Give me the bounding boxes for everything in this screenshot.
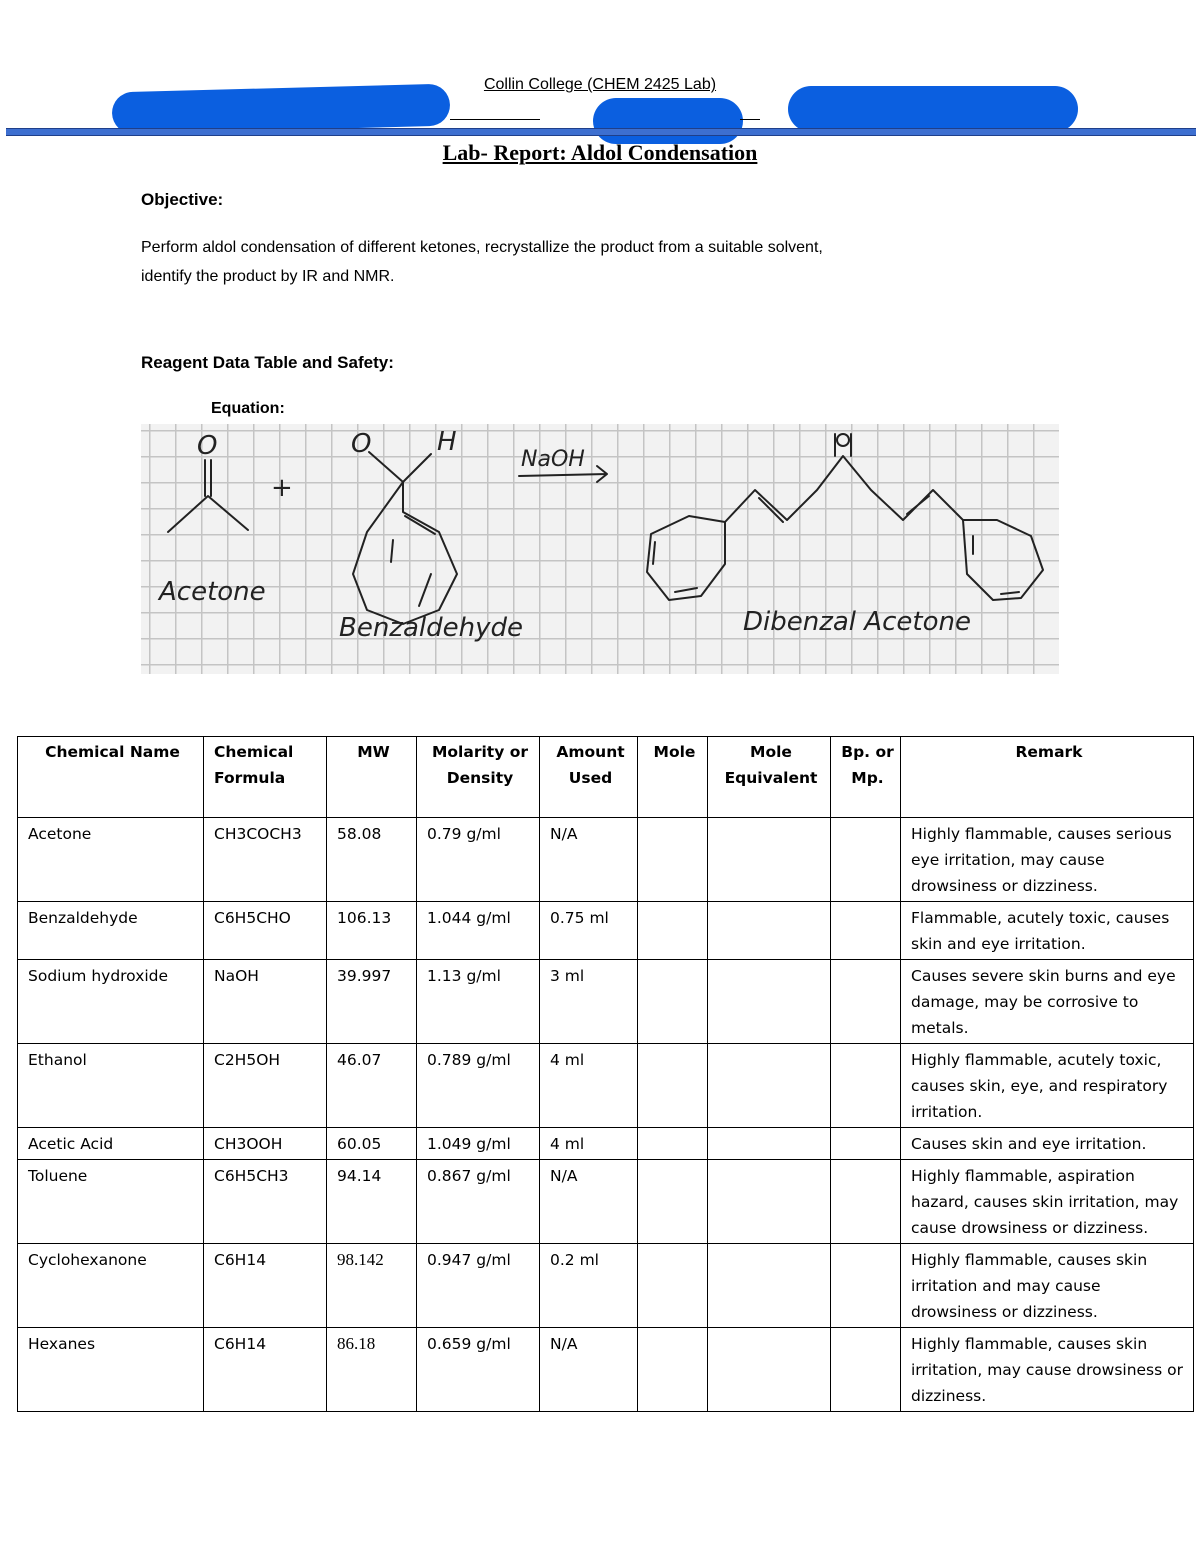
cell-amount: N/A [540,1160,638,1244]
header-remark: Remark [901,737,1194,818]
cell-mole [638,1244,708,1328]
table-row [18,1128,1194,1160]
cell-density: 0.789 g/ml [417,1044,540,1128]
cell-equiv [708,1160,831,1244]
cell-name: Acetic Acid [18,1128,204,1160]
cell-amount: 4 ml [540,1128,638,1160]
cell-amount: N/A [540,1328,638,1412]
cell-mole [638,960,708,1044]
cell-formula: C6H14 [204,1244,327,1328]
cell-remark: Causes severe skin burns and eye damage, may be corrosive to metals. [901,960,1194,1044]
reagent-naoh: NaOH [521,447,585,472]
product-skeleton [725,434,963,522]
header-chemical-formula: Chemical Formula [204,737,327,818]
report-title: Lab- Report: Aldol Condensation [442,140,758,165]
header-molarity-density: Molarity or Density [417,737,540,818]
cell-mw: 86.18 [327,1328,417,1412]
cell-bp [831,960,901,1044]
cell-name: Benzaldehyde [18,902,204,960]
reaction-equation-image [141,424,1059,674]
cell-equiv [708,960,831,1044]
cell-amount: 4 ml [540,1044,638,1128]
cell-density: 1.049 g/ml [417,1128,540,1160]
cell-mole [638,818,708,902]
benzaldehyde-oxygen-label: O [351,429,372,459]
cell-bp [831,818,901,902]
cell-name: Sodium hydroxide [18,960,204,1044]
cell-bp [831,1244,901,1328]
cell-equiv [708,1244,831,1328]
cell-name: Acetone [18,818,204,902]
objective-line-2: identify the product by IR and NMR. [141,268,395,285]
cell-mw: 46.07 [327,1044,417,1128]
cell-name: Hexanes [18,1328,204,1412]
label-acetone: Acetone [159,577,266,607]
table-row [18,960,1194,1044]
cell-amount: 0.2 ml [540,1244,638,1328]
cell-formula: CH3OOH [204,1128,327,1160]
plus-sign: + [271,473,293,503]
cell-formula: C2H5OH [204,1044,327,1128]
table-row [18,1160,1194,1244]
cell-mw: 39.997 [327,960,417,1044]
cell-equiv [708,1128,831,1160]
header-chemical-name: Chemical Name [18,737,204,818]
cell-density: 0.947 g/ml [417,1244,540,1328]
cell-name: Ethanol [18,1044,204,1128]
reaction-diagram [141,424,1059,674]
table-row [18,1044,1194,1128]
cell-remark: Highly flammable, causes serious eye irritation, may cause drowsiness or dizziness. [901,818,1194,902]
cell-equiv [708,1328,831,1412]
table-row [18,902,1194,960]
cell-formula: C6H5CH3 [204,1160,327,1244]
cell-density: 0.79 g/ml [417,818,540,902]
cell-bp [831,1160,901,1244]
cell-mole [638,1044,708,1128]
acetone-oxygen-label: O [197,431,218,461]
cell-mw: 106.13 [327,902,417,960]
redaction-mark-center [593,98,743,144]
cell-remark: Highly flammable, causes skin irritation, may cause drowsiness or dizziness. [901,1328,1194,1412]
reagent-data-table [17,736,1194,1412]
cell-equiv [708,1044,831,1128]
table-row [18,1244,1194,1328]
cell-mole [638,902,708,960]
objective-text [141,233,1141,291]
cell-bp [831,1328,901,1412]
header-mole-equivalent: Mole Equivalent [708,737,831,818]
cell-formula: C6H5CHO [204,902,327,960]
cell-remark: Causes skin and eye irritation. [901,1128,1194,1160]
cell-density: 1.044 g/ml [417,902,540,960]
cell-bp [831,1128,901,1160]
objective-heading: Objective: [141,190,224,209]
header-bp-mp: Bp. or Mp. [831,737,901,818]
cell-remark: Highly flammable, acutely toxic, causes skin, eye, and respiratory irritation. [901,1044,1194,1128]
cell-amount: 0.75 ml [540,902,638,960]
cell-mole [638,1328,708,1412]
cell-name: Cyclohexanone [18,1244,204,1328]
cell-formula: NaOH [204,960,327,1044]
header-amount-used: Amount Used [540,737,638,818]
cell-formula: CH3COCH3 [204,818,327,902]
benzaldehyde-skeleton [353,452,457,624]
date-underline [740,119,760,120]
cell-density: 0.867 g/ml [417,1160,540,1244]
name-underline [450,119,540,120]
label-benzaldehyde: Benzaldehyde [339,613,523,643]
cell-equiv [708,818,831,902]
table-header-row [18,737,1194,818]
table-row [18,1328,1194,1412]
cell-amount: 3 ml [540,960,638,1044]
redaction-mark-right [788,86,1078,132]
cell-mole [638,1160,708,1244]
cell-remark: Highly flammable, causes skin irritation and may cause drowsiness or dizziness. [901,1244,1194,1328]
objective-line-1: Perform aldol condensation of different ketones, recrystallize the product from a suitable solvent, [141,239,823,256]
cell-mw: 98.142 [327,1244,417,1328]
cell-equiv [708,902,831,960]
cell-mw: 58.08 [327,818,417,902]
header-mole: Mole [638,737,708,818]
benzaldehyde-hydrogen-label: H [437,427,457,457]
cell-mw: 94.14 [327,1160,417,1244]
cell-remark: Flammable, acutely toxic, causes skin and eye irritation. [901,902,1194,960]
product-ring-left [647,516,725,600]
header-mw: MW [327,737,417,818]
course-header: Collin College (CHEM 2425 Lab) [483,76,717,93]
cell-bp [831,902,901,960]
acetone-skeleton [168,460,248,532]
cell-remark: Highly flammable, aspiration hazard, causes skin irritation, may cause drowsiness or dizziness. [901,1160,1194,1244]
cell-amount: N/A [540,818,638,902]
cell-density: 0.659 g/ml [417,1328,540,1412]
header-rule [6,128,1196,136]
redaction-mark-left [112,84,451,135]
cell-formula: C6H14 [204,1328,327,1412]
equation-label: Equation: [211,400,285,417]
label-dibenzal-acetone: Dibenzal Acetone [743,607,971,637]
reagent-heading: Reagent Data Table and Safety: [141,353,394,372]
table-row [18,818,1194,902]
cell-mw: 60.05 [327,1128,417,1160]
cell-density: 1.13 g/ml [417,960,540,1044]
cell-bp [831,1044,901,1128]
cell-mole [638,1128,708,1160]
product-ring-right [963,520,1043,600]
cell-name: Toluene [18,1160,204,1244]
